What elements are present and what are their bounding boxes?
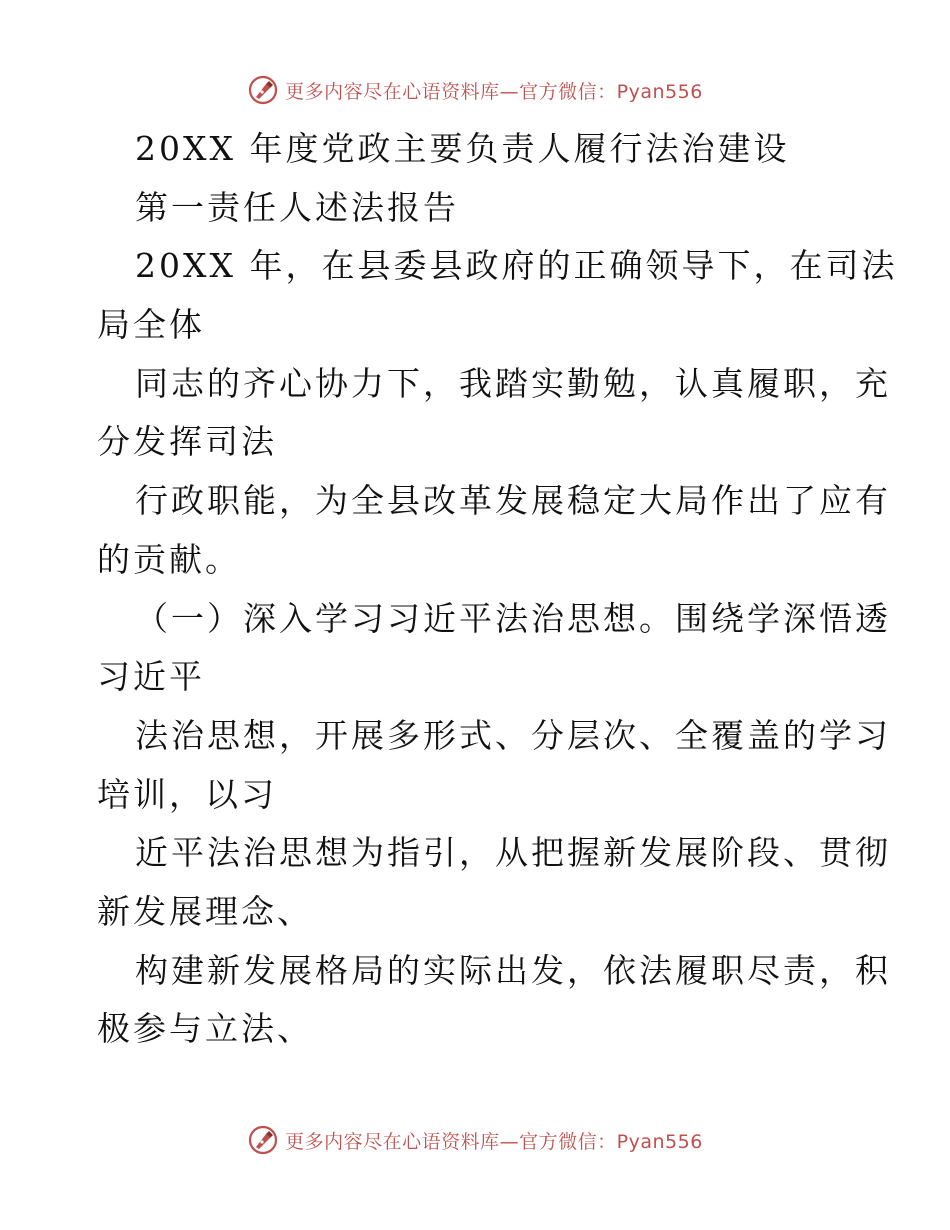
text-line: 行政职能，为全县改革发展稳定大局作出了应有 [135,481,891,521]
text-line: 近平法治思想为指引，从把握新发展阶段、贯彻 [135,833,891,873]
text-line: （一）深入学习习近平法治思想。围绕学深悟透 [135,598,891,638]
text-line: 的贡献。 [97,539,241,579]
text-line: 20XX 年度党政主要负责人履行法治建设 [135,129,790,168]
text-line: 20XX 年，在县委县政府的正确领导下，在司法 [135,246,898,286]
text-line: 极参与立法、 [97,1009,313,1049]
text-line: 新发展理念、 [97,891,313,931]
text-line: 培训，以习 [97,774,277,814]
footer-watermark-banner [0,1120,950,1160]
text-line: 第一责任人述法报告 [135,187,459,227]
watermark-text: 更多内容尽在心语资料库—官方微信：Pyan556 [285,1130,703,1153]
text-line: 分发挥司法 [97,422,277,462]
text-line: 习近平 [97,657,205,697]
watermark-text: 更多内容尽在心语资料库—官方微信：Pyan556 [285,80,703,103]
text-line: 法治思想，开展多形式、分层次、全覆盖的学习 [135,715,891,755]
document-body [97,120,898,1059]
text-line: 同志的齐心协力下，我踏实勤勉，认真履职，充 [135,363,891,403]
text-line: 局全体 [97,305,205,345]
header-watermark-banner [0,70,950,110]
pen-nib-icon [247,1124,279,1156]
text-line: 构建新发展格局的实际出发，依法履职尽责，积 [135,950,891,990]
pen-nib-icon [247,74,279,106]
